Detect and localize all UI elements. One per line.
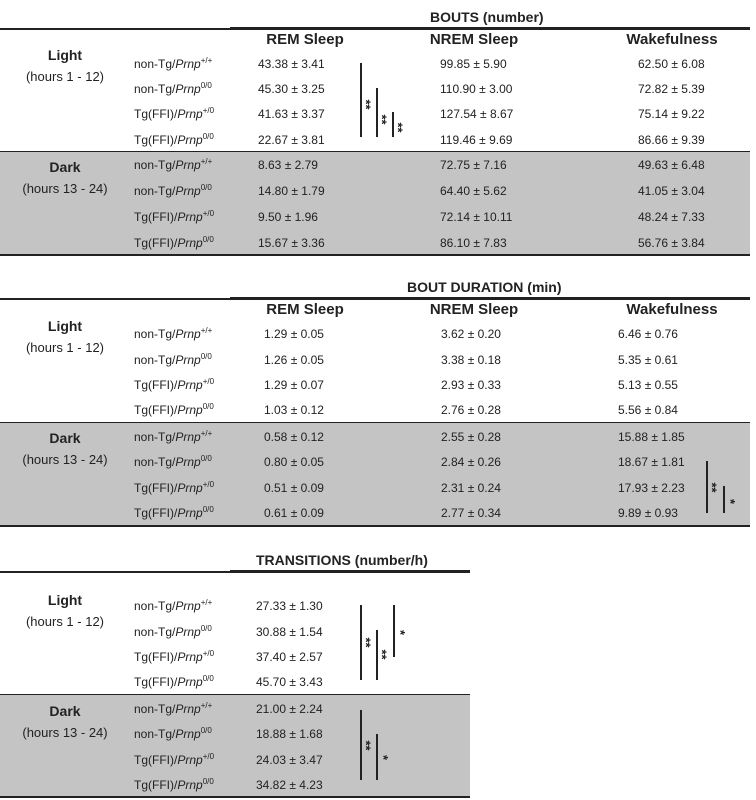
bouts-col-2: Wakefulness [626, 31, 718, 48]
duration-light-value: 1.29 ± 0.07 [264, 378, 324, 392]
duration-light-value: 5.13 ± 0.55 [618, 378, 678, 392]
duration-light-value: 3.62 ± 0.20 [441, 327, 501, 341]
duration-rule-mid [0, 422, 750, 423]
transitions-dark-genotype-3: Tg(FFI)/Prnp$^{0/0}$ [134, 777, 214, 792]
duration-sig-mark-1: ** [704, 482, 720, 493]
bouts-light-value: 119.46 ± 9.69 [440, 133, 513, 147]
bouts-title: BOUTS (number) [430, 9, 544, 25]
duration-dark-value: 2.77 ± 0.34 [441, 506, 501, 520]
bouts-dark-genotype-3: Tg(FFI)/Prnp$^{0/0}$ [134, 235, 214, 250]
bouts-light-value: 110.90 ± 3.00 [440, 82, 513, 96]
bouts-col-1: NREM Sleep [429, 31, 519, 48]
bouts-rule-bottom [0, 254, 750, 256]
transitions-light-range: (hours 1 - 12) [25, 614, 105, 629]
duration-dark-genotype-0: non-Tg/Prnp+/+ [134, 429, 213, 444]
bouts-light-value: 86.66 ± 9.39 [638, 133, 705, 147]
bouts-dark-value: 72.75 ± 7.16 [440, 158, 507, 172]
duration-dark-value: 2.31 ± 0.24 [441, 481, 501, 495]
duration-title: BOUT DURATION (min) [407, 279, 562, 295]
transitions-light-sig-mark-2: ** [374, 649, 390, 660]
bouts-light-value: 45.30 ± 3.25 [258, 82, 325, 96]
duration-rule-header [0, 298, 750, 300]
duration-col-1: NREM Sleep [429, 301, 519, 318]
transitions-light-value: 27.33 ± 1.30 [256, 599, 323, 613]
bouts-light-value: 99.85 ± 5.90 [440, 57, 507, 71]
duration-light-value: 5.35 ± 0.61 [618, 353, 678, 367]
transitions-title: TRANSITIONS (number/h) [256, 552, 428, 568]
transitions-dark-sig-mark-1: ** [358, 740, 374, 751]
transitions-light-genotype-3: Tg(FFI)/Prnp$^{0/0}$ [134, 674, 214, 689]
transitions-dark-genotype-0: non-Tg/Prnp+/+ [134, 701, 213, 716]
bouts-dark-value: 14.80 ± 1.79 [258, 184, 325, 198]
transitions-rule-header [0, 571, 470, 573]
duration-dark-value: 18.67 ± 1.81 [618, 455, 685, 469]
bouts-col-0: REM Sleep [266, 31, 344, 48]
transitions-dark-label: Dark [49, 703, 81, 719]
duration-light-value: 3.38 ± 0.18 [441, 353, 501, 367]
bouts-light-value: 72.82 ± 5.39 [638, 82, 705, 96]
bouts-dark-range: (hours 13 - 24) [22, 181, 108, 196]
duration-light-label: Light [47, 318, 83, 334]
transitions-rule-bottom [0, 796, 470, 798]
transitions-dark-value: 21.00 ± 2.24 [256, 702, 323, 716]
duration-light-value: 2.93 ± 0.33 [441, 378, 501, 392]
bouts-dark-value: 49.63 ± 6.48 [638, 158, 705, 172]
duration-light-genotype-1: non-Tg/Prnp$^{0/0}$ [134, 352, 212, 367]
duration-light-value: 2.76 ± 0.28 [441, 403, 501, 417]
bouts-dark-genotype-0: non-Tg/Prnp+/+ [134, 157, 213, 172]
bouts-sig-bracket-2 [376, 88, 378, 137]
bouts-dark-value: 64.40 ± 5.62 [440, 184, 507, 198]
transitions-light-genotype-1: non-Tg/Prnp$^{0/0}$ [134, 624, 212, 639]
duration-light-range: (hours 1 - 12) [25, 340, 105, 355]
transitions-light-label: Light [47, 592, 83, 608]
duration-dark-genotype-2: Tg(FFI)/Prnp$^{+/0}$ [134, 480, 215, 495]
bouts-light-range: (hours 1 - 12) [25, 69, 105, 84]
transitions-dark-genotype-2: Tg(FFI)/Prnp$^{+/0}$ [134, 752, 215, 767]
bouts-sig-mark-3: ** [390, 122, 406, 133]
transitions-light-value: 45.70 ± 3.43 [256, 675, 323, 689]
transitions-dark-sig-mark-2: * [376, 754, 392, 761]
transitions-dark-value: 24.03 ± 3.47 [256, 753, 323, 767]
duration-dark-label: Dark [49, 430, 81, 446]
bouts-dark-label: Dark [49, 159, 81, 175]
transitions-dark-range: (hours 13 - 24) [22, 725, 108, 740]
bouts-dark-value: 72.14 ± 10.11 [440, 210, 513, 224]
duration-dark-value: 9.89 ± 0.93 [618, 506, 678, 520]
duration-dark-value: 0.61 ± 0.09 [264, 506, 324, 520]
transitions-light-sig-mark-3: * [393, 629, 409, 636]
duration-dark-value: 2.84 ± 0.26 [441, 455, 501, 469]
transitions-dark-value: 34.82 ± 4.23 [256, 778, 323, 792]
bouts-dark-value: 41.05 ± 3.04 [638, 184, 705, 198]
bouts-light-value: 43.38 ± 3.41 [258, 57, 325, 71]
bouts-dark-value: 48.24 ± 7.33 [638, 210, 705, 224]
duration-light-value: 1.03 ± 0.12 [264, 403, 324, 417]
duration-dark-value: 0.80 ± 0.05 [264, 455, 324, 469]
bouts-light-value: 62.50 ± 6.08 [638, 57, 705, 71]
bouts-sig-mark-2: ** [374, 114, 390, 125]
transitions-rule-mid [0, 694, 470, 695]
duration-dark-genotype-1: non-Tg/Prnp$^{0/0}$ [134, 454, 212, 469]
duration-col-2: Wakefulness [626, 301, 718, 318]
bouts-light-value: 41.63 ± 3.37 [258, 107, 325, 121]
duration-light-genotype-3: Tg(FFI)/Prnp$^{0/0}$ [134, 402, 214, 417]
transitions-dark-genotype-1: non-Tg/Prnp$^{0/0}$ [134, 726, 212, 741]
duration-light-value: 6.46 ± 0.76 [618, 327, 678, 341]
transitions-light-genotype-2: Tg(FFI)/Prnp$^{+/0}$ [134, 649, 215, 664]
transitions-light-value: 37.40 ± 2.57 [256, 650, 323, 664]
bouts-dark-genotype-1: non-Tg/Prnp$^{0/0}$ [134, 183, 212, 198]
bouts-dark-genotype-2: Tg(FFI)/Prnp$^{+/0}$ [134, 209, 215, 224]
duration-dark-value: 17.93 ± 2.23 [618, 481, 685, 495]
duration-dark-value: 0.51 ± 0.09 [264, 481, 324, 495]
bouts-light-value: 22.67 ± 3.81 [258, 133, 325, 147]
bouts-dark-value: 15.67 ± 3.36 [258, 236, 325, 250]
bouts-light-genotype-2: Tg(FFI)/Prnp$^{+/0}$ [134, 106, 215, 121]
duration-dark-genotype-3: Tg(FFI)/Prnp$^{0/0}$ [134, 505, 214, 520]
duration-light-value: 1.26 ± 0.05 [264, 353, 324, 367]
duration-light-genotype-2: Tg(FFI)/Prnp$^{+/0}$ [134, 377, 215, 392]
bouts-sig-mark-1: ** [358, 99, 374, 110]
duration-dark-value: 15.88 ± 1.85 [618, 430, 685, 444]
transitions-dark-value: 18.88 ± 1.68 [256, 727, 323, 741]
transitions-light-sig-mark-1: ** [358, 637, 374, 648]
duration-rule-bottom [0, 525, 750, 527]
duration-dark-value: 0.58 ± 0.12 [264, 430, 324, 444]
duration-light-genotype-0: non-Tg/Prnp+/+ [134, 326, 213, 341]
duration-sig-mark-2: * [723, 498, 739, 505]
bouts-dark-value: 86.10 ± 7.83 [440, 236, 507, 250]
duration-light-value: 5.56 ± 0.84 [618, 403, 678, 417]
transitions-light-genotype-0: non-Tg/Prnp+/+ [134, 598, 213, 613]
bouts-light-value: 75.14 ± 9.22 [638, 107, 705, 121]
bouts-rule-header [0, 28, 750, 30]
bouts-dark-value: 8.63 ± 2.79 [258, 158, 318, 172]
bouts-dark-value: 9.50 ± 1.96 [258, 210, 318, 224]
bouts-light-genotype-0: non-Tg/Prnp+/+ [134, 56, 213, 71]
duration-light-value: 1.29 ± 0.05 [264, 327, 324, 341]
bouts-light-genotype-3: Tg(FFI)/Prnp$^{0/0}$ [134, 132, 214, 147]
duration-dark-range: (hours 13 - 24) [22, 452, 108, 467]
duration-col-0: REM Sleep [266, 301, 344, 318]
bouts-dark-value: 56.76 ± 3.84 [638, 236, 705, 250]
duration-dark-value: 2.55 ± 0.28 [441, 430, 501, 444]
transitions-light-value: 30.88 ± 1.54 [256, 625, 323, 639]
bouts-light-label: Light [47, 47, 83, 63]
bouts-rule-mid [0, 151, 750, 152]
bouts-light-genotype-1: non-Tg/Prnp$^{0/0}$ [134, 81, 212, 96]
bouts-light-value: 127.54 ± 8.67 [440, 107, 514, 121]
